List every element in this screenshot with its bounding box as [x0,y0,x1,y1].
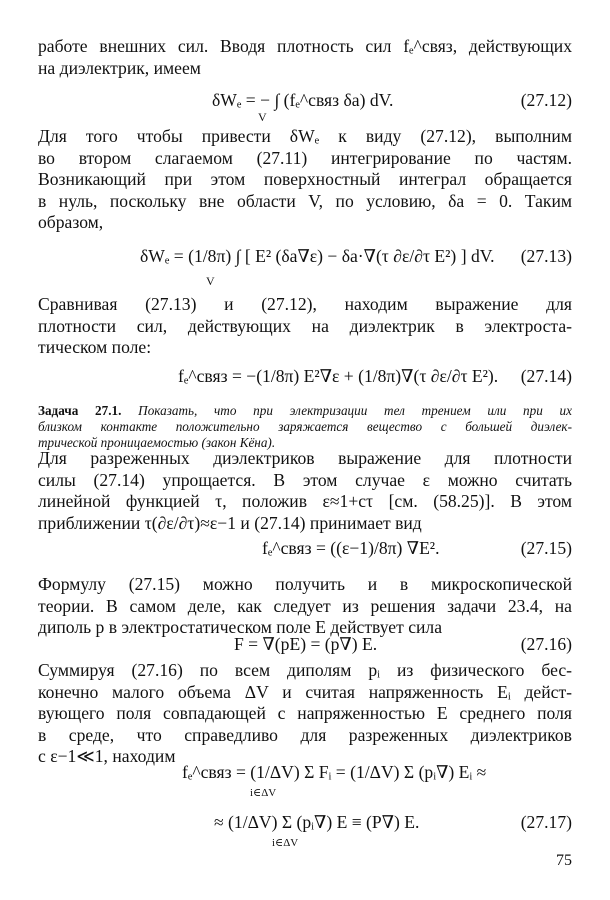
paragraph-6 [38,660,572,768]
paragraph-1 [38,36,572,79]
text-line: плотности сил, действующих на диэлектрик в электроста- [38,315,572,336]
page-number: 75 [556,852,572,869]
text-line: в нуль, поскольку вне области V, по условию, δa = 0. Таким [38,190,572,211]
problem-line [38,403,572,419]
text-line: на диэлектрик, имеем [38,57,201,78]
equation-27-17-line-2 [0,812,610,852]
text-line: силы (27.14) упрощается. В этом случае ε можно считать [38,469,572,490]
text-line: Сравнивая (27.13) и (27.12), находим выражение для [38,294,572,314]
problem-text: трической проницаемостью (закон Кёна). [38,435,276,450]
equation-body: fₑ^связ = (1/ΔV) Σ Fᵢ = (1/ΔV) Σ (pᵢ∇) Eᵢ ≈ [182,762,487,782]
problem-label: Задача 27.1. [38,403,122,418]
sum-index: i∈ΔV [272,837,299,849]
equation-number: (27.12) [520,90,572,110]
text-line: Для разреженных диэлектриков выражение для плотности [38,448,572,468]
equation-number: (27.14) [520,366,572,386]
text-line: с ε−1≪1, находим [38,746,176,767]
equation-body: fₑ^связ = ((ε−1)/8π) ∇E². [262,538,440,558]
text-line: Для того чтобы привести δWₑ к виду (27.12), выполним [38,126,572,146]
equation-number: (27.13) [520,246,572,266]
equation-number: (27.16) [520,634,572,654]
equation-body: ≈ (1/ΔV) Σ (pᵢ∇) E ≡ (P∇) E. [214,812,420,832]
text-line: теории. В самом деле, как следует из решения задачи 23.4, на [38,595,572,616]
problem-text: Показать, что при электризации тел трением или при их [138,403,572,418]
problem-text: близком контакте положительно заряжается вещество с большей диэлек- [38,419,572,434]
equation-27-14 [0,366,610,406]
equation-body: fₑ^связ = −(1/8π) E²∇ε + (1/8π)∇(τ ∂ε/∂τ E²). [178,366,499,386]
equation-27-15 [0,538,610,578]
text-line: в среде, что справедливо для разреженных диэлектриков [38,724,572,745]
equation-number: (27.17) [520,812,572,832]
equation-body: F = ∇(pE) = (p∇) E. [234,634,378,654]
text-line: Возникающий при этом поверхностный интеграл обращается [38,169,572,190]
text-line: во втором слагаемом (27.11) интегрирование по частям. [38,147,572,168]
text-line: работе внешних сил. Вводя плотность сил fₑ^связ, действующих [38,36,572,56]
text-line: конечно малого объема ΔV и считая напряженность Eᵢ дейст- [38,681,572,702]
integral-domain: V [206,274,215,288]
equation-27-12 [0,90,610,130]
text-line: тическом поле: [38,337,152,358]
paragraph-4 [38,448,572,534]
text-line: линейной функцией τ, положив ε≈1+cτ [см. (58.25)]. В этом [38,491,572,512]
text-line: приближении τ(∂ε/∂τ)≈ε−1 и (27.14) принимает вид [38,512,422,533]
text-line: вующего поля совпадающей с напряженностью E среднего поля [38,703,572,724]
sum-index: i∈ΔV [250,787,277,799]
problem-line [38,419,572,435]
equation-body: δWₑ = − ∫ (fₑ^связ δa) dV. [212,90,394,110]
integral-domain: V [258,110,267,124]
equation-27-13 [0,246,610,286]
paragraph-5 [38,574,572,639]
problem-27-1 [38,403,572,451]
text-line: образом, [38,212,104,233]
equation-body: δWₑ = (1/8π) ∫ [ E² (δa∇ε) − δa·∇(τ ∂ε/∂τ E²) ] dV. [140,246,495,266]
text-line: Формулу (27.15) можно получить и в микроскопической [38,574,572,594]
paragraph-2 [38,126,572,234]
paragraph-3 [38,294,572,359]
text-line: Суммируя (27.16) по всем диполям pᵢ из физического бес- [38,660,572,680]
equation-number: (27.15) [520,538,572,558]
text-line: диполь p в электростатическом поле E действует сила [38,617,443,638]
equation-27-17-line-1 [0,762,610,802]
